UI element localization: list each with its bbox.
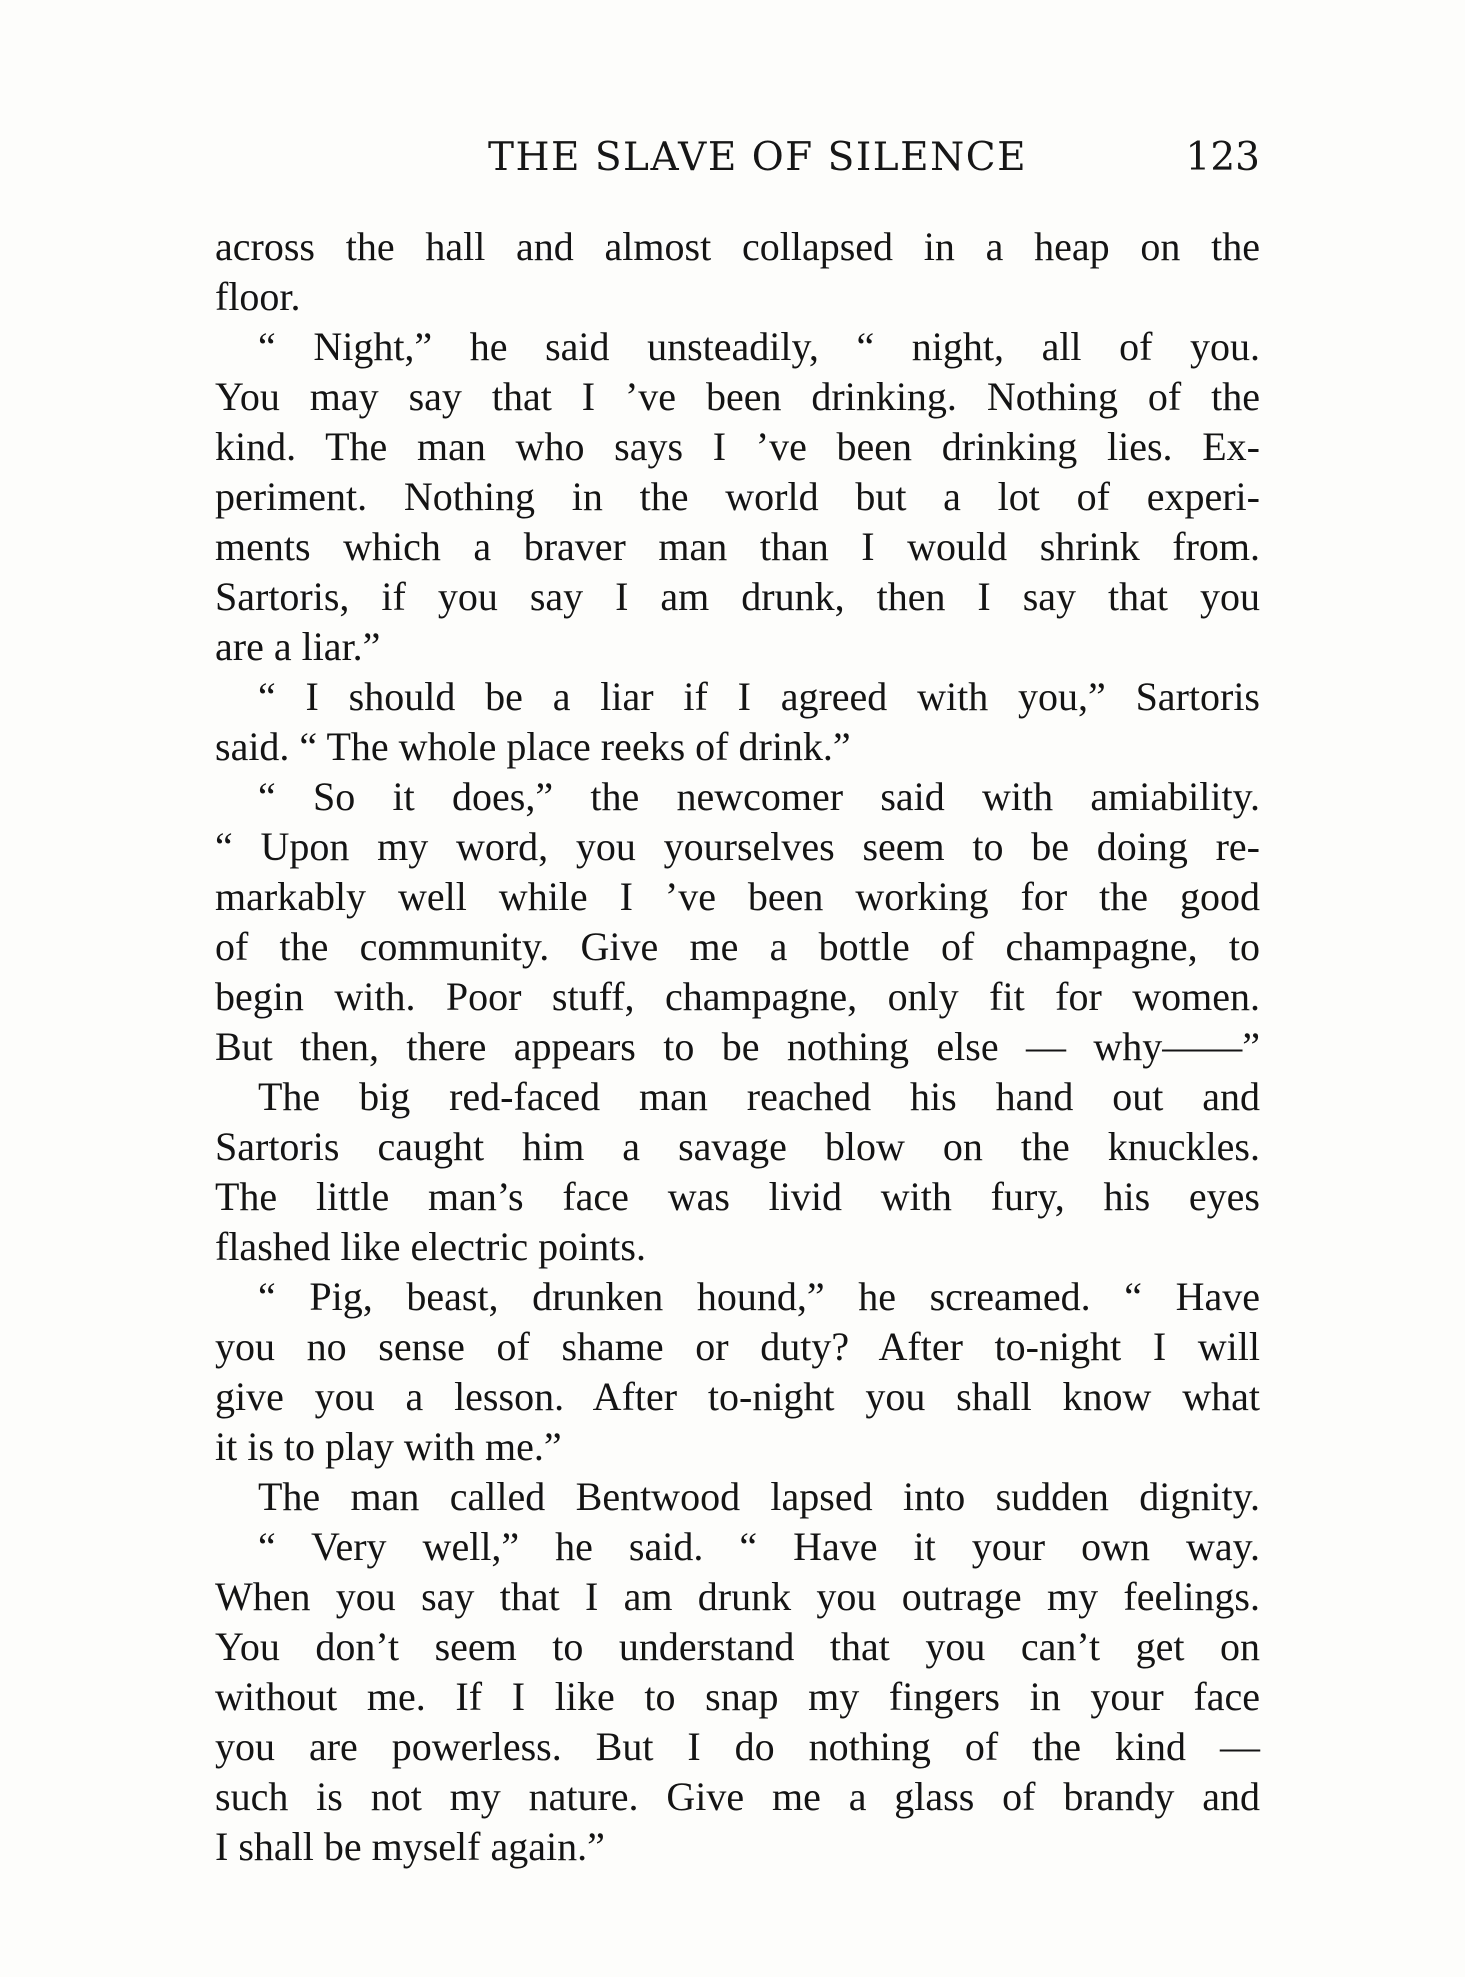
- text-line: “ Very well,” he said. “ Have it your own way.: [258, 1524, 1260, 1569]
- text-line: But then, there appears to be nothing else — why——”: [215, 1024, 1260, 1069]
- text-line: When you say that I am drunk you outrage my feelings.: [215, 1574, 1260, 1619]
- text-line: said. “ The whole place reeks of drink.”: [215, 724, 851, 769]
- text-line: ments which a braver man than I would shrink from.: [215, 524, 1260, 569]
- text-line: are a liar.”: [215, 624, 381, 669]
- text-line: begin with. Poor stuff, champagne, only fit for women.: [215, 974, 1260, 1019]
- text-line: “ Upon my word, you yourselves seem to be doing re-: [215, 824, 1260, 869]
- text-line: of the community. Give me a bottle of champagne, to: [215, 924, 1260, 969]
- text-line: Sartoris caught him a savage blow on the knuckles.: [215, 1124, 1260, 1169]
- text-line: You don’t seem to understand that you can’t get on: [215, 1624, 1260, 1669]
- text-line: you no sense of shame or duty? After to-night I will: [215, 1324, 1260, 1369]
- text-line: it is to play with me.”: [215, 1424, 562, 1469]
- text-line: markably well while I ’ve been working for the good: [215, 874, 1260, 919]
- text-line: You may say that I ’ve been drinking. Nothing of the: [215, 374, 1260, 419]
- text-line: The man called Bentwood lapsed into sudden dignity.: [258, 1474, 1260, 1519]
- text-line: “ I should be a liar if I agreed with you,” Sartoris: [258, 674, 1260, 719]
- text-line: such is not my nature. Give me a glass of brandy and: [215, 1774, 1260, 1819]
- page-number: 123: [1185, 135, 1260, 180]
- text-line: “ Pig, beast, drunken hound,” he screamed. “ Have: [258, 1274, 1260, 1319]
- running-head: [215, 133, 1260, 183]
- text-line: The little man’s face was livid with fury, his eyes: [215, 1174, 1260, 1219]
- running-title: THE SLAVE OF SILENCE: [487, 135, 1028, 180]
- body-text: [215, 222, 1260, 1872]
- text-line: Sartoris, if you say I am drunk, then I say that you: [215, 574, 1260, 619]
- text-line: periment. Nothing in the world but a lot of experi-: [215, 474, 1260, 519]
- text-line: floor.: [215, 274, 301, 319]
- text-line: I shall be myself again.”: [215, 1824, 605, 1869]
- text-line: “ Night,” he said unsteadily, “ night, all of you.: [258, 324, 1260, 369]
- text-line: across the hall and almost collapsed in a heap on the: [215, 224, 1260, 269]
- text-line: flashed like electric points.: [215, 1224, 646, 1269]
- text-line: kind. The man who says I ’ve been drinking lies. Ex-: [215, 424, 1260, 469]
- text-line: give you a lesson. After to-night you shall know what: [215, 1374, 1260, 1419]
- text-line: “ So it does,” the newcomer said with amiability.: [258, 774, 1260, 819]
- text-line: you are powerless. But I do nothing of the kind —: [215, 1724, 1260, 1769]
- text-line: without me. If I like to snap my fingers in your face: [215, 1674, 1260, 1719]
- text-line: The big red-faced man reached his hand out and: [258, 1074, 1260, 1119]
